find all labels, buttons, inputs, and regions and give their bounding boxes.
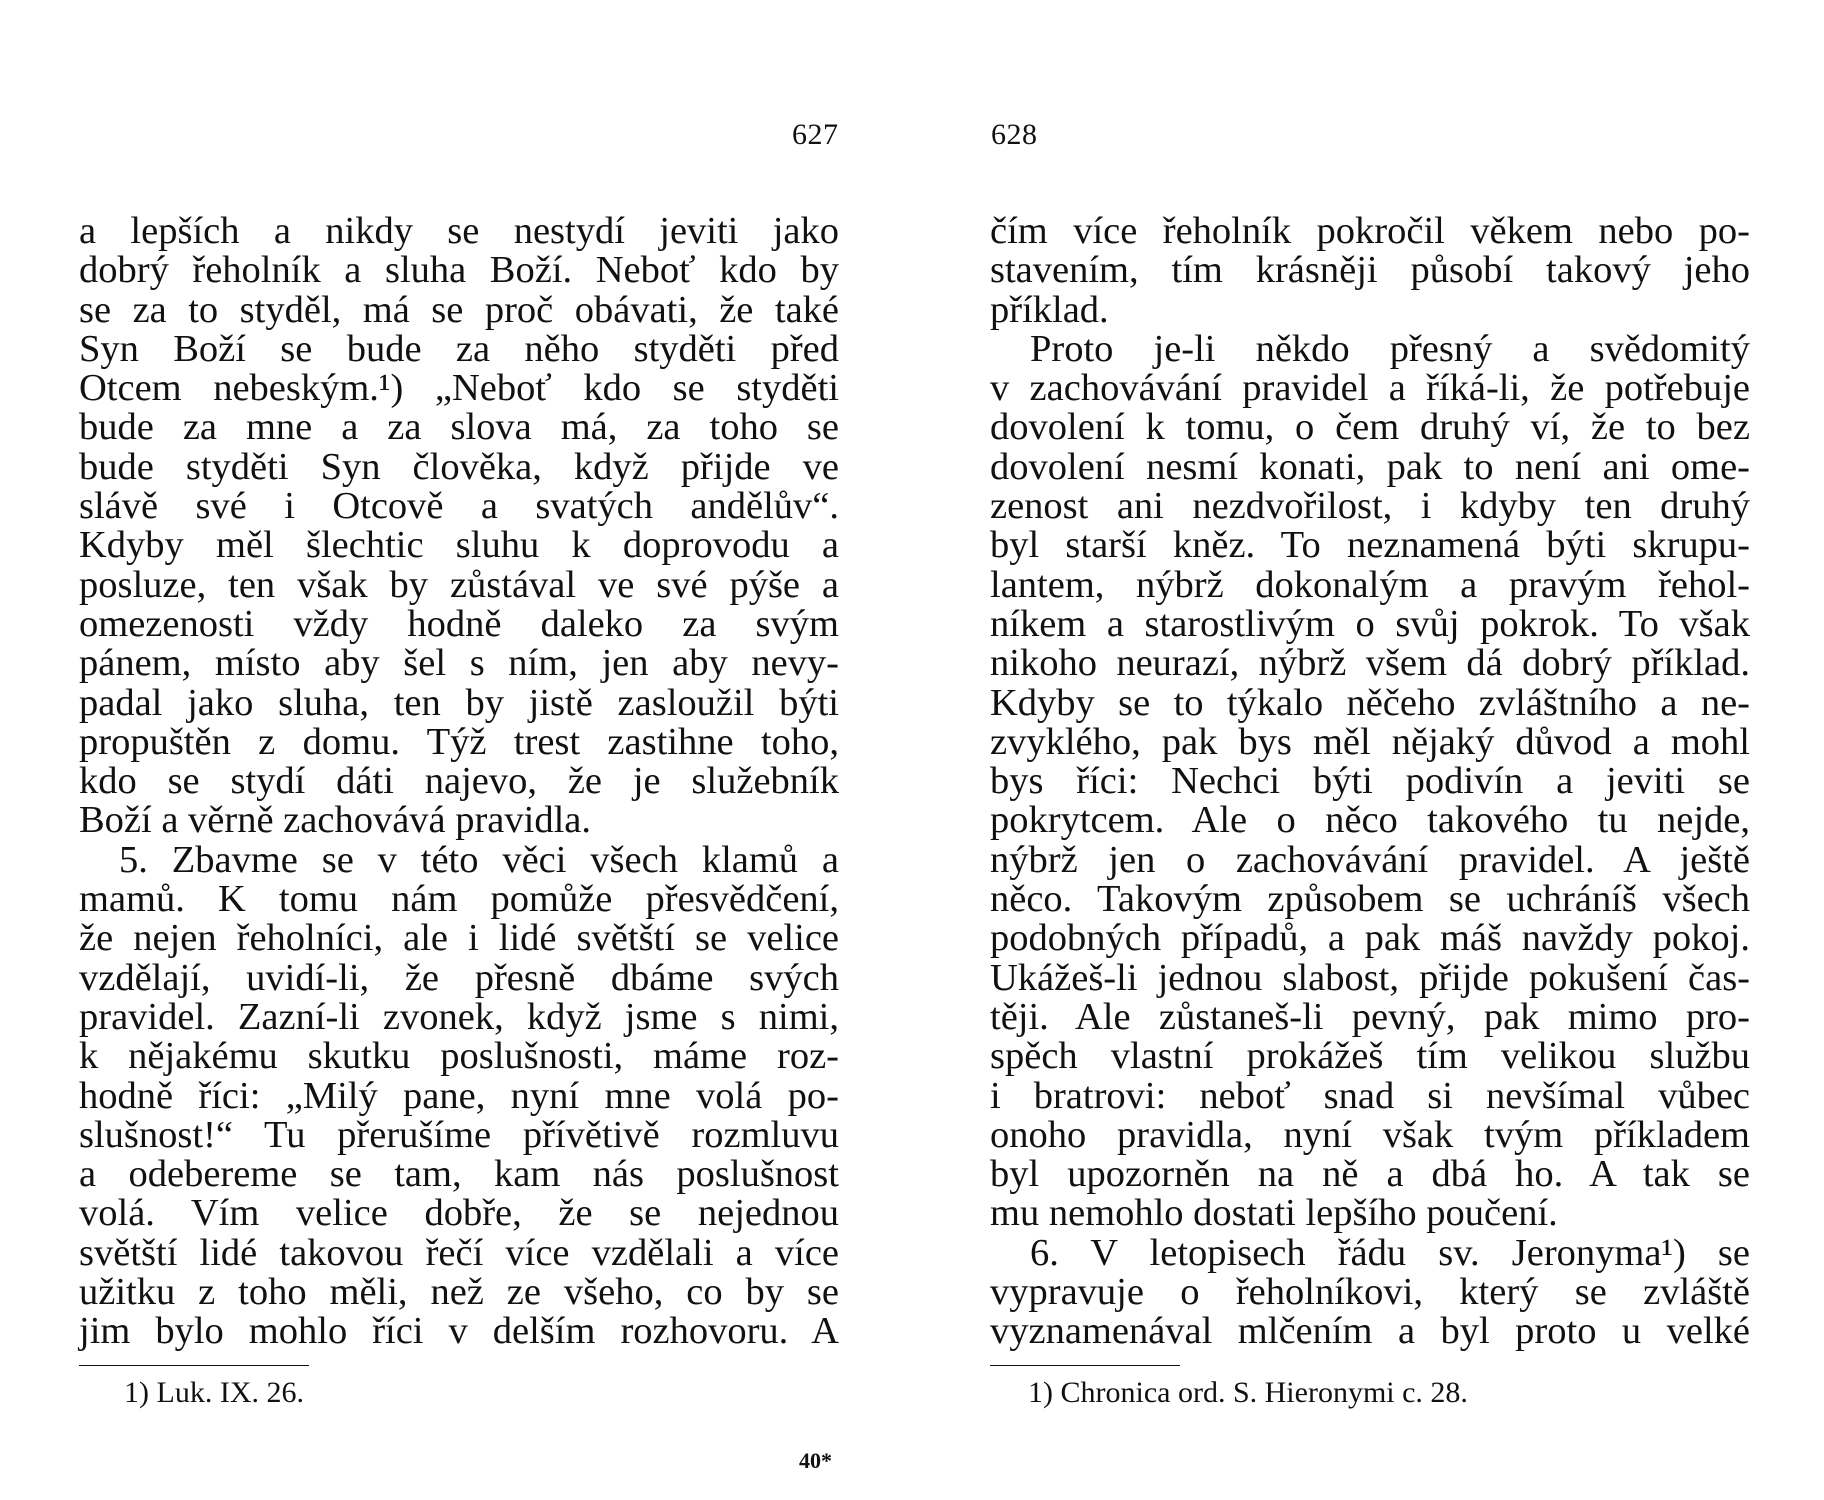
text-line: dobrý řeholník a sluha Boží. Neboť kdo by [79, 249, 839, 292]
text-line: mu nemohlo dostati lepšího poučení. [990, 1192, 1558, 1235]
text-line: hodně říci: „Milý pane, nyní mne volá po- [79, 1074, 839, 1117]
footnote-left [124, 1376, 304, 1410]
paragraph-start-line: 5. Zbavme se v této věci všech klamů a [119, 838, 839, 881]
page-number-left: 627 [792, 118, 839, 151]
text-line: slávě své i Otcově a svatých andělův“. [79, 485, 839, 528]
text-line: spěch vlastní prokážeš tím velikou službu [990, 1035, 1750, 1078]
text-line: zenost ani nezdvořilost, i kdyby ten druhý [990, 485, 1750, 528]
left-page-text [79, 212, 839, 1352]
footnote-rule-left [79, 1365, 309, 1366]
footnote-mark: 1) [1028, 1376, 1053, 1409]
text-line: padal jako sluha, ten by jistě zasloužil býti [79, 681, 839, 724]
text-line: onoho pravidla, nyní však tvým příkladem [990, 1113, 1750, 1156]
text-line: slušnost!“ Tu přerušíme přívětivě rozmluvu [79, 1113, 839, 1156]
text-line: Otcem nebeským.¹) „Neboť kdo se styděti [79, 367, 839, 410]
text-line: lantem, nýbrž dokonalým a pravým řehol- [990, 563, 1750, 606]
text-line: propuštěn z domu. Týž trest zastihne toho, [79, 720, 839, 763]
text-line: nikoho neurazí, nýbrž všem dá dobrý příklad. [990, 642, 1750, 685]
text-line: podobných případů, a pak máš navždy pokoj. [990, 917, 1750, 960]
text-line: světští lidé takovou řečí více vzdělali a více [79, 1231, 839, 1274]
text-line: Ukážeš-li jednou slabost, přijde pokušení čas- [990, 956, 1750, 999]
text-line: bude styděti Syn člověka, když přijde ve [79, 445, 839, 488]
text-line: jim bylo mohlo říci v delším rozhovoru. A [79, 1310, 839, 1353]
text-line: těji. Ale zůstaneš-li pevný, pak mimo pro- [990, 995, 1750, 1038]
right-page-text [990, 212, 1750, 1352]
paragraph-start-line: Proto je-li někdo přesný a svědomitý [1030, 327, 1750, 370]
text-line: byl starší kněz. To neznamená býti skrupu- [990, 524, 1750, 567]
text-line: se za to styděl, má se proč obávati, že také [79, 288, 839, 331]
text-line: stavením, tím krásněji působí takový jeho [990, 249, 1750, 292]
text-line: kdo se stydí dáti najevo, že je služebník [79, 760, 839, 803]
text-line: zvyklého, pak bys měl nějaký důvod a mohl [990, 720, 1750, 763]
text-line: pánem, místo aby šel s ním, jen aby nevy- [79, 642, 839, 685]
footnote-text: Luk. IX. 26. [156, 1376, 304, 1409]
text-line: čím více řeholník pokročil věkem nebo po- [990, 210, 1750, 252]
text-line: vyznamenával mlčením a byl proto u velké [990, 1310, 1750, 1353]
text-line: Syn Boží se bude za něho styděti před [79, 327, 839, 370]
text-line: níkem a starostlivým o svůj pokrok. To však [990, 602, 1750, 645]
text-line: užitku z toho měli, než ze všeho, co by se [79, 1271, 839, 1314]
text-line: příklad. [990, 288, 1109, 331]
footnote-text: Chronica ord. S. Hieronymi c. 28. [1060, 1376, 1468, 1409]
text-line: pravidel. Zazní-li zvonek, když jsme s nimi, [79, 995, 839, 1038]
text-line: pokrytcem. Ale o něco takového tu nejde, [990, 799, 1750, 842]
text-line: byl upozorněn na ně a dbá ho. A tak se [990, 1153, 1750, 1196]
text-line: omezenosti vždy hodně daleko za svým [79, 602, 839, 645]
text-line: že nejen řeholníci, ale i lidé světští se velice [79, 917, 839, 960]
text-line: v zachovávání pravidel a říká-li, že potřebuje [990, 367, 1750, 410]
signature-mark: 40* [799, 1448, 832, 1473]
footnote-rule-right [990, 1365, 1180, 1366]
text-line: vzdělají, uvidí-li, že přesně dbáme svých [79, 956, 839, 999]
text-line: Kdyby se to týkalo něčeho zvláštního a ne- [990, 681, 1750, 724]
text-line: a odebereme se tam, kam nás poslušnost [79, 1153, 839, 1196]
text-line: volá. Vím velice dobře, že se nejednou [79, 1192, 839, 1235]
page-number-right: 628 [991, 118, 1038, 151]
text-line: něco. Takovým způsobem se uchráníš všech [990, 878, 1750, 921]
text-line: vypravuje o řeholníkovi, který se zvláště [990, 1271, 1750, 1314]
paragraph-start-line: 6. V letopisech řádu sv. Jeronyma¹) se [1030, 1231, 1750, 1274]
text-line: i bratrovi: neboť snad si nevšímal vůbec [990, 1074, 1750, 1117]
text-line: k nějakému skutku poslušnosti, máme roz- [79, 1035, 839, 1078]
text-line: nýbrž jen o zachovávání pravidel. A ještě [990, 838, 1750, 881]
footnote-right [1028, 1376, 1468, 1410]
text-line: a lepších a nikdy se nestydí jeviti jako [79, 210, 839, 252]
footnote-mark: 1) [124, 1376, 149, 1409]
text-line: bys říci: Nechci býti podivín a jeviti se [990, 760, 1750, 803]
text-line: dovolení nesmí konati, pak to není ani ome- [990, 445, 1750, 488]
text-line: Boží a věrně zachovává pravidla. [79, 799, 592, 842]
text-line: posluze, ten však by zůstával ve své pýše a [79, 563, 839, 606]
text-line: mamů. K tomu nám pomůže přesvědčení, [79, 878, 839, 921]
text-line: dovolení k tomu, o čem druhý ví, že to bez [990, 406, 1750, 449]
text-line: Kdyby měl šlechtic sluhu k doprovodu a [79, 524, 839, 567]
text-line: bude za mne a za slova má, za toho se [79, 406, 839, 449]
